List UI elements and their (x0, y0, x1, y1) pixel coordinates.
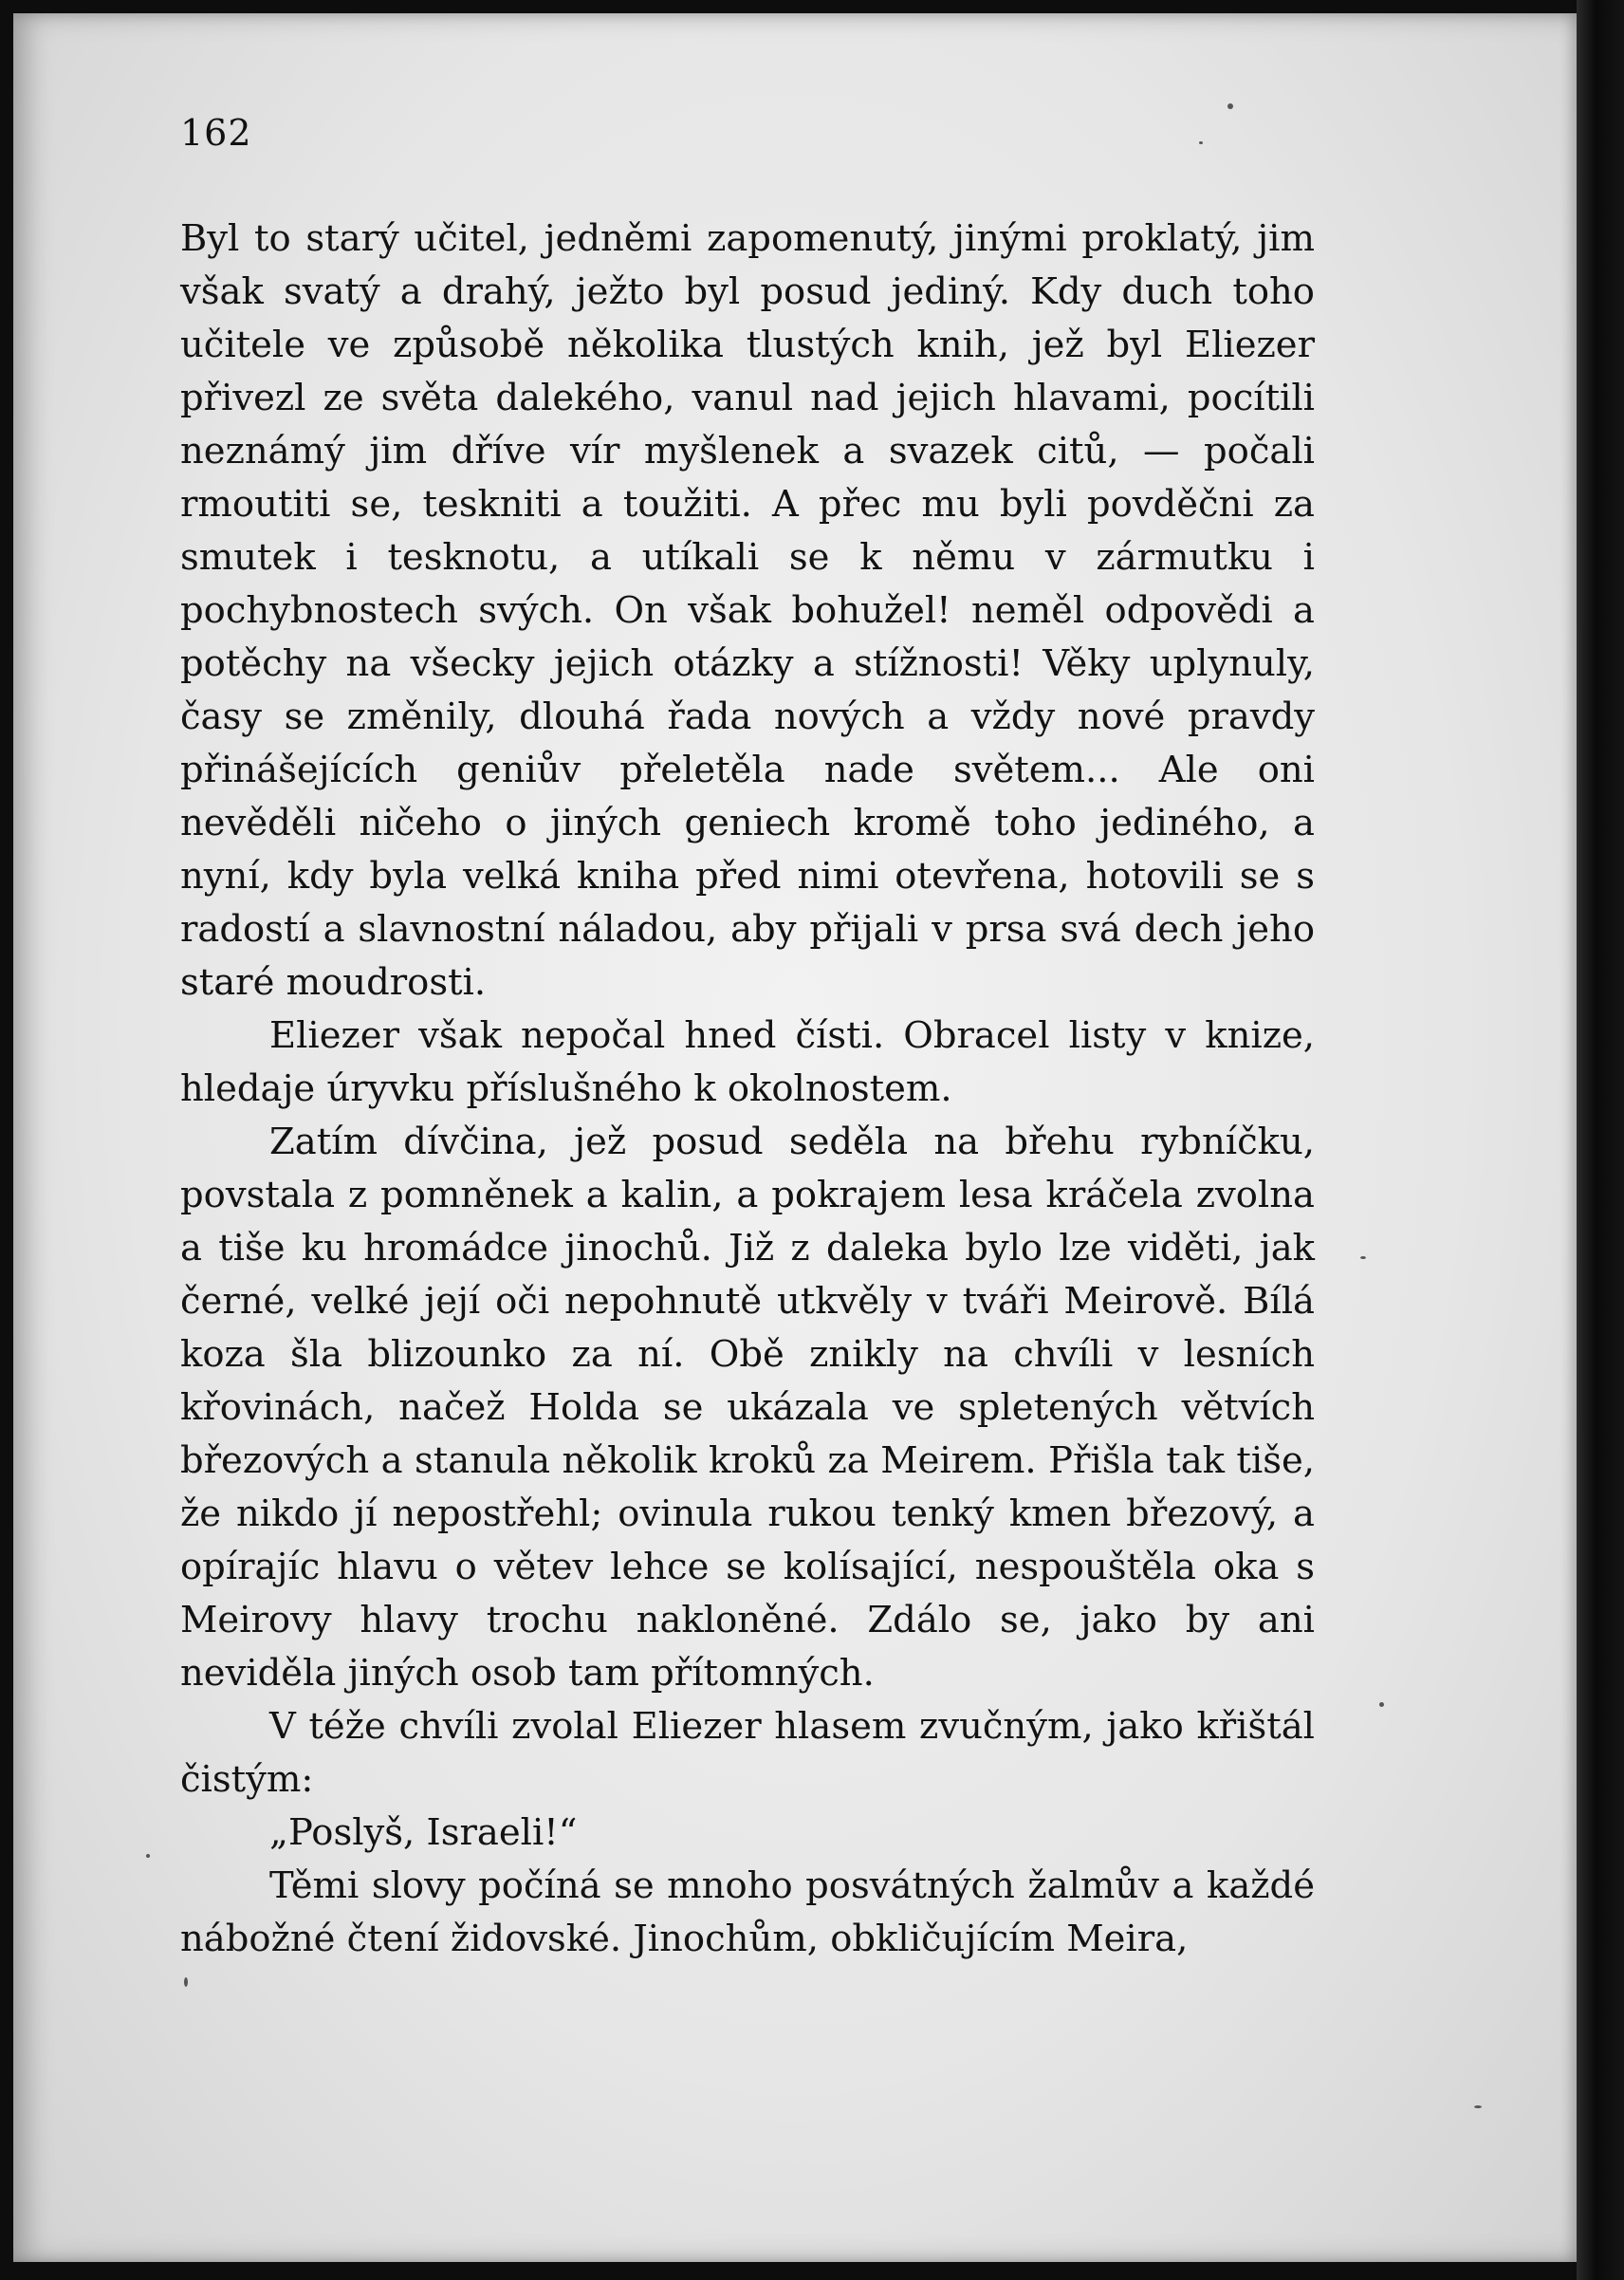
paper-speck (1227, 103, 1233, 109)
paragraph: Zatím dívčina, jež posud seděla na břehu rybníčku, povstala z pomněnek a kalin, a pokrajem lesa kráčela zvolna a tiše ku hromádce jinochů. Již z daleka bylo lze viděti, jak černé, velké její oči nepohnutě utkvěly v tváři Meirově. Bílá koza šla blizounko za ní. Obě znikly na chvíli v lesních křovinách, načež Holda se ukázala ve spletených větvích březových a stanula několik kroků za Meirem. Přišla tak tiše, že nikdo jí nepostřehl; ovinula rukou tenký kmen březový, a opírajíc hlavu o větev lehce se kolísající, nespouštěla oka s Meirovy hlavy trochu nakloněné. Zdálo se, jako by ani neviděla jiných osob tam přítomných. (180, 1121, 1315, 1695)
paragraph: Eliezer však nepočal hned čísti. Obracel listy v knize, hledaje úryvku příslušného k okolnostem. (180, 1014, 1315, 1110)
paper-speck (1474, 2105, 1482, 2108)
paper-speck (184, 1977, 188, 1987)
paper-speck (1360, 1256, 1366, 1259)
paragraph: Těmi slovy počíná se mnoho posvátných žalmův a každé nábožné čtení židovské. Jinochům, obkličujícím Meira, (180, 1864, 1315, 1960)
paper-speck (146, 1854, 150, 1858)
body-text (180, 213, 1315, 1966)
paragraph: „Poslyš, Israeli!“ (269, 1811, 578, 1854)
page-edge-shadow (1577, 0, 1624, 2280)
paper-speck (1199, 141, 1203, 144)
page-number: 162 (180, 112, 252, 154)
paragraph: Byl to starý učitel, jedněmi zapomenutý, jinými proklatý, jim však svatý a drahý, ježto byl posud jediný. Kdy duch toho učitele ve způsobě několika tlustých knih, jež byl Eliezer přivezl ze světa dalekého, vanul nad jejich hlavami, pocítili neznámý jim dříve vír myšlenek a svazek citů, — počali rmoutiti se, teskniti a toužiti. A přec mu byli povděčni za smutek i tesknotu, a utíkali se k němu v zármutku i pochybnostech svých. On však bohužel! neměl odpovědi a potěchy na všecky jejich otázky a stížnosti! Věky uplynuly, časy se změnily, dlouhá řada nových a vždy nové pravdy přinášejících geniův přeletěla nade světem... Ale oni nevěděli ničeho o jiných geniech kromě toho jediného, a nyní, kdy byla velká kniha před nimi otevřena, hotovili se s radostí a slavnostní náladou, aby přijali v prsa svá dech jeho staré moudrosti. (180, 217, 1315, 1004)
paragraph: V téže chvíli zvolal Eliezer hlasem zvučným, jako křištál čistým: (180, 1705, 1315, 1801)
paper-speck (1379, 1702, 1384, 1707)
